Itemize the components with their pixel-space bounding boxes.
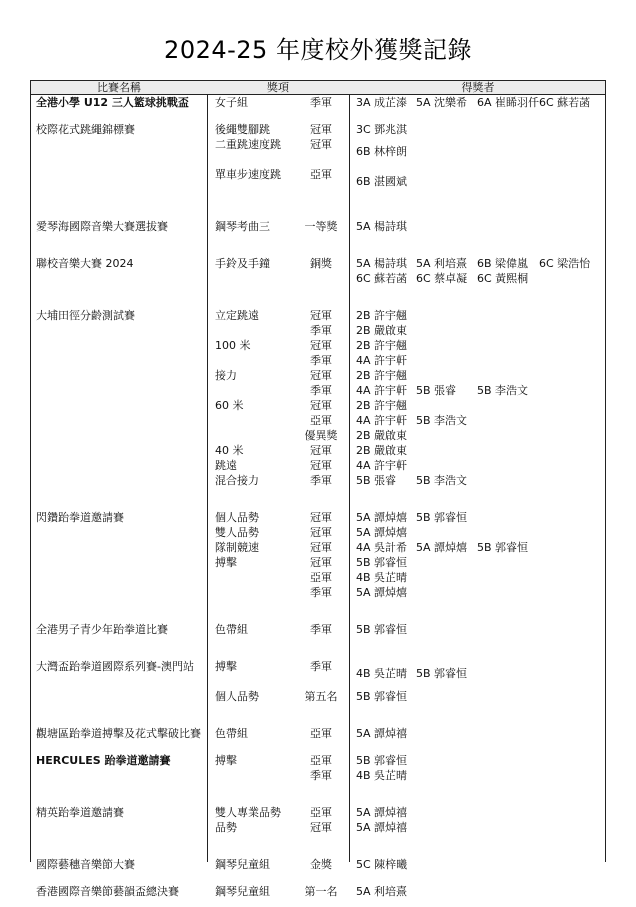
award-item: 個人品勢	[215, 690, 259, 703]
winner-name: 5A 譚焯熺	[356, 511, 408, 524]
award-position: 季軍	[310, 660, 332, 673]
competition-name: 全港小學 U12 三人籃球挑戰盃	[36, 96, 189, 109]
award-position: 季軍	[310, 324, 332, 337]
award-position: 季軍	[310, 474, 332, 487]
winner-name: 5B 張睿	[416, 384, 457, 397]
table-row	[31, 753, 605, 768]
winner-name: 5B 李浩文	[416, 414, 468, 427]
winner-name: 6C 蘇若菡	[356, 272, 408, 285]
row-spacer	[31, 286, 605, 308]
winner-name: 5B 李浩文	[477, 384, 529, 397]
award-position: 冠軍	[310, 541, 332, 554]
award-position: 亞軍	[310, 806, 332, 819]
award-position: 第五名	[304, 690, 338, 703]
row-spacer	[31, 488, 605, 510]
competition-name: 愛琴海國際音樂大賽選拔賽	[36, 220, 168, 233]
award-position: 亞軍	[310, 727, 332, 740]
award-item: 搏擊	[215, 660, 237, 673]
winner-name: 4B 吳芷晴	[356, 667, 408, 680]
table-row	[31, 555, 605, 570]
award-item: 色帶組	[215, 623, 248, 636]
table-row	[31, 308, 605, 323]
winner-name: 5B 郭睿恒	[356, 690, 408, 703]
winner-name: 5C 陳梓曦	[356, 858, 408, 871]
row-spacer	[31, 234, 605, 256]
award-item: 女子組	[215, 96, 248, 109]
awards-table	[30, 80, 606, 898]
winner-name: 2B 許宇翹	[356, 369, 408, 382]
winner-name: 6C 梁浩怡	[539, 257, 591, 270]
header-award: 獎項	[267, 81, 289, 94]
award-position: 冠軍	[310, 399, 332, 412]
award-position: 亞軍	[310, 168, 332, 181]
winner-name: 4A 許宇軒	[356, 459, 408, 472]
table-row	[31, 768, 605, 783]
table-row	[31, 219, 605, 234]
winner-name: 6B 林梓朗	[356, 145, 408, 158]
award-item: 鋼琴兒童組	[215, 858, 270, 871]
table-row	[31, 570, 605, 585]
award-position: 亞軍	[310, 414, 332, 427]
award-item: 二重跳速度跳	[215, 138, 281, 151]
row-spacer	[31, 783, 605, 805]
table-row	[31, 510, 605, 525]
award-position: 亞軍	[310, 754, 332, 767]
table-row	[31, 122, 605, 137]
page-title: 2024-25 年度校外獲獎記錄	[164, 36, 472, 64]
winner-name: 5B 李浩文	[416, 474, 468, 487]
winner-name: 5B 郭睿恒	[477, 541, 529, 554]
winner-name: 5B 郭睿恒	[416, 667, 468, 680]
table-row	[31, 805, 605, 820]
table-row	[31, 659, 605, 689]
table-row	[31, 137, 605, 167]
winner-name: 5B 郭睿恒	[416, 511, 468, 524]
winner-name: 3A 成芷溙	[356, 96, 408, 109]
competition-name: 校際花式跳繩錦標賽	[36, 123, 135, 136]
winner-name: 5A 譚焯禧	[356, 806, 408, 819]
competition-name: HERCULES 跆拳道邀請賽	[36, 754, 171, 767]
competition-name: 閃鑽跆拳道邀請賽	[36, 511, 124, 524]
award-position: 冠軍	[310, 511, 332, 524]
row-spacer	[31, 600, 605, 622]
competition-name: 觀塘區跆拳道搏擊及花式擊破比賽	[36, 727, 201, 740]
competition-name: 全港男子青少年跆拳道比賽	[36, 623, 168, 636]
award-position: 季軍	[310, 586, 332, 599]
award-position: 冠軍	[310, 556, 332, 569]
award-item: 雙人品勢	[215, 526, 259, 539]
winner-name: 5B 郭睿恒	[356, 623, 408, 636]
award-item: 跳遠	[215, 459, 237, 472]
table-row	[31, 622, 605, 637]
winner-name: 2B 許宇翹	[356, 399, 408, 412]
winner-name: 6C 蔡卓凝	[416, 272, 468, 285]
table-row	[31, 167, 605, 197]
table-row	[31, 353, 605, 368]
table-row	[31, 383, 605, 398]
winner-name: 5A 譚焯熺	[356, 586, 408, 599]
header-winners: 得獎者	[461, 81, 495, 94]
row-spacer	[31, 835, 605, 857]
award-item: 搏擊	[215, 556, 237, 569]
winner-name: 2B 許宇翹	[356, 339, 408, 352]
table-row	[31, 428, 605, 443]
award-position: 季軍	[310, 623, 332, 636]
row-spacer	[31, 637, 605, 659]
award-item: 接力	[215, 369, 237, 382]
competition-name: 國際藝穗音樂節大賽	[36, 858, 135, 871]
award-position: 冠軍	[310, 339, 332, 352]
award-item: 個人品勢	[215, 511, 259, 524]
table-row	[31, 256, 605, 271]
competition-name: 精英跆拳道邀請賽	[36, 806, 124, 819]
winner-name: 5B 郭睿恒	[356, 556, 408, 569]
award-position: 冠軍	[310, 138, 332, 151]
award-position: 銅獎	[310, 257, 332, 270]
table-row	[31, 443, 605, 458]
winner-name: 5A 沈樂希	[416, 96, 468, 109]
winner-name: 5A 利培熹	[416, 257, 468, 270]
winner-name: 2B 嚴啟東	[356, 324, 408, 337]
award-item: 鋼琴兒童組	[215, 885, 270, 898]
award-item: 雙人專業品勢	[215, 806, 281, 819]
table-row	[31, 585, 605, 600]
table-row	[31, 95, 605, 110]
row-spacer	[31, 704, 605, 726]
table-row	[31, 726, 605, 741]
award-position: 優異獎	[304, 429, 338, 442]
winner-name: 6B 湛國斌	[356, 175, 408, 188]
award-position: 冠軍	[310, 444, 332, 457]
winner-name: 5A 譚焯禧	[356, 821, 408, 834]
winner-name: 5B 郭睿恒	[356, 754, 408, 767]
winner-name: 5A 利培熹	[356, 885, 408, 898]
award-item: 品勢	[215, 821, 237, 834]
table-body	[31, 95, 605, 907]
row-spacer	[31, 872, 605, 884]
winner-name: 3C 鄧兆淇	[356, 123, 408, 136]
award-position: 冠軍	[310, 821, 332, 834]
competition-name: 大灣盃跆拳道國際系列賽-澳門站	[36, 660, 194, 673]
winner-name: 4A 許宇軒	[356, 354, 408, 367]
table-row	[31, 413, 605, 428]
winner-name: 5A 譚焯熺	[416, 541, 468, 554]
table-row	[31, 323, 605, 338]
award-position: 季軍	[310, 96, 332, 109]
table-row	[31, 398, 605, 413]
table-row	[31, 368, 605, 383]
winner-name: 6B 梁偉嵐	[477, 257, 529, 270]
winner-name: 5A 譚焯禧	[356, 727, 408, 740]
row-spacer	[31, 741, 605, 753]
award-item: 色帶組	[215, 727, 248, 740]
award-item: 單車步速度跳	[215, 168, 281, 181]
competition-name: 香港國際音樂節藝韻盃總決賽	[36, 885, 179, 898]
competition-name: 大埔田徑分齡測試賽	[36, 309, 135, 322]
award-position: 冠軍	[310, 459, 332, 472]
table-row	[31, 458, 605, 473]
winner-name: 5A 譚焯熺	[356, 526, 408, 539]
award-position: 金獎	[310, 858, 332, 871]
winner-name: 4A 吳計希	[356, 541, 408, 554]
award-position: 季軍	[310, 769, 332, 782]
award-item: 100 米	[215, 339, 251, 352]
table-row	[31, 689, 605, 704]
table-row	[31, 525, 605, 540]
award-position: 季軍	[310, 354, 332, 367]
table-row	[31, 857, 605, 872]
table-row	[31, 473, 605, 488]
award-item: 搏擊	[215, 754, 237, 767]
award-position: 季軍	[310, 384, 332, 397]
award-item: 立定跳遠	[215, 309, 259, 322]
award-item: 40 米	[215, 444, 244, 457]
table-row	[31, 820, 605, 835]
award-item: 隊制競速	[215, 541, 259, 554]
winner-name: 6C 黃熙桐	[477, 272, 529, 285]
award-position: 冠軍	[310, 369, 332, 382]
winner-name: 5A 楊詩琪	[356, 220, 408, 233]
award-position: 第一名	[304, 885, 338, 898]
award-position: 冠軍	[310, 526, 332, 539]
winner-name: 4B 吳芷晴	[356, 769, 408, 782]
award-item: 手鈴及手鐘	[215, 257, 270, 270]
winner-name: 6C 蘇若菡	[539, 96, 591, 109]
winner-name: 2B 嚴啟東	[356, 429, 408, 442]
award-item: 60 米	[215, 399, 244, 412]
winner-name: 4B 吳芷晴	[356, 571, 408, 584]
winner-name: 5B 張睿	[356, 474, 397, 487]
winner-name: 6A 崔睎羽仟	[477, 96, 540, 109]
award-item: 後繩雙腳跳	[215, 123, 270, 136]
award-position: 一等獎	[304, 220, 338, 233]
row-spacer	[31, 110, 605, 122]
winner-name: 4A 許宇軒	[356, 384, 408, 397]
winner-name: 5A 楊詩琪	[356, 257, 408, 270]
winner-name: 2B 許宇翹	[356, 309, 408, 322]
award-position: 冠軍	[310, 123, 332, 136]
table-header	[31, 80, 605, 95]
row-spacer	[31, 899, 605, 907]
table-row	[31, 271, 605, 286]
table-row	[31, 540, 605, 555]
header-competition: 比賽名稱	[97, 81, 141, 94]
winner-name: 4A 許宇軒	[356, 414, 408, 427]
table-row	[31, 884, 605, 899]
award-item: 混合接力	[215, 474, 259, 487]
competition-name: 聯校音樂大賽 2024	[36, 257, 134, 270]
award-position: 冠軍	[310, 309, 332, 322]
award-position: 亞軍	[310, 571, 332, 584]
winner-name: 2B 嚴啟東	[356, 444, 408, 457]
table-row	[31, 338, 605, 353]
award-item: 鋼琴考曲三	[215, 220, 270, 233]
row-spacer	[31, 197, 605, 219]
